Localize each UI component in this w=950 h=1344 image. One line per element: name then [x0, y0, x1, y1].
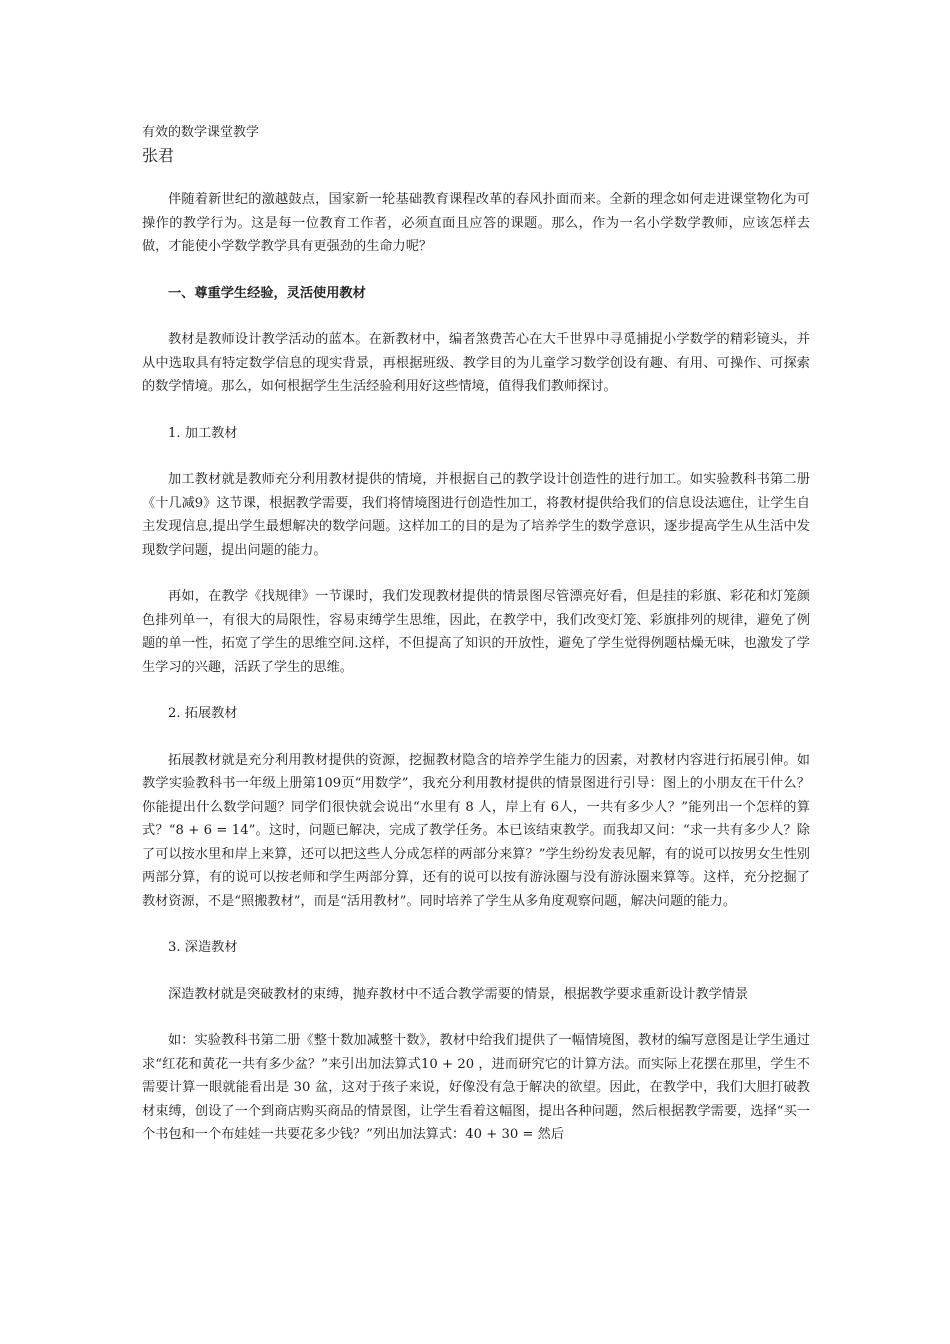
document-page — [142, 122, 810, 1147]
subsection-heading-2: 2. 拓展教材 — [168, 706, 238, 721]
spacer — [142, 259, 810, 282]
intro-paragraph: 伴随着新世纪的激越鼓点，国家新一轮基础教育课程改革的春风扑面而来。全新的理念如何走进课堂物化为可操作的教学行为。这是每一位教育工作者，必须直面且应答的课题。那么，作为一名小学数学教师，应该怎样去做，才能使小学数学教学具有更强劲的生命力呢？ — [142, 192, 810, 254]
document-author: 张君 — [142, 146, 175, 165]
section-heading: 一、尊重学生经验，灵活使用教材 — [168, 285, 366, 301]
spacer — [142, 726, 810, 749]
subsection-heading-1: 1. 加工教材 — [168, 425, 238, 441]
subsection-3-paragraph-2: 如：实验教科书第二册《整十数加减整十数》，教材中给我们提供了一幅情境图，教材的编写意图是让学生通过求“红花和黄花一共有多少盆？”来引出加法算式10 + 20 ，进而研究它的计算方法。而实际上花摆在那里，学生不需要计算一眼就能看出是 30 盆，这对于孩子来说，好像没有急于解决的欲望。因此，在教学中，我们大胆打破教材束缚，创设了一个到商店购买商品的情景图，让学生看着这幅图，提出各种问题，然后根据教学需要，选择“买一个书包和一个布娃娃一共要花多少钱？”列出加法算式：40 + 30 = 然后 — [142, 1033, 810, 1142]
section-intro-paragraph: 教材是教师设计教学活动的蓝本。在新教材中，编者煞费苦心在大千世界中寻觅捕捉小学数学的精彩镜头，并从中选取具有特定数学信息的现实背景，再根据班级、教学目的为儿童学习数学创设有趣、有用、可操作、可探索的数学情境。那么，如何根据学生生活经验利用好这些情境，值得我们教师探讨。 — [142, 332, 810, 394]
subsection-heading-3: 3. 深造教材 — [168, 940, 238, 955]
spacer — [142, 168, 810, 188]
spacer — [142, 1006, 810, 1029]
spacer — [142, 305, 810, 328]
spacer — [142, 399, 810, 422]
spacer — [142, 445, 810, 468]
subsection-3-paragraph-1: 深造教材就是突破教材的束缚，抛弃教材中不适合教学需要的情景，根据教学要求重新设计教学情景 — [168, 986, 749, 1002]
subsection-1-paragraph-2: 再如，在教学《找规律》一节课时，我们发现教材提供的情景图尽管漂亮好看，但是挂的彩旗、彩花和灯笼颜色排列单一，有很大的局限性，容易束缚学生思维，因此，在教学中，我们改变灯笼、彩旗排列的规律，避免了例题的单一性，拓宽了学生的思维空间.这样，不但提高了知识的开放性，避免了学生觉得例题枯燥无味，也激发了学生学习的兴趣，活跃了学生的思维。 — [142, 589, 810, 675]
subsection-1-paragraph-1: 加工教材就是教师充分利用教材提供的情境，并根据自己的教学设计创造性的进行加工。如实验教科书第二册《十几减9》这节课，根据教学需要，我们将情境图进行创造性加工，将教材提供给我们的信息设法遮住，让学生自主发现信息,提出学生最想解决的数学问题。这样加工的目的是为了培养学生的数学意识，逐步提高学生从生活中发现数学问题，提出问题的能力。 — [142, 472, 810, 558]
document-title: 有效的数学课堂教学 — [142, 125, 260, 140]
spacer — [142, 562, 810, 585]
spacer — [142, 913, 810, 936]
spacer — [142, 960, 810, 983]
spacer — [142, 679, 810, 702]
subsection-2-paragraph-1: 拓展教材就是充分利用教材提供的资源，挖掘教材隐含的培养学生能力的因素，对教材内容进行拓展引伸。如教学实验教科书一年级上册第109页“用数学”，我充分利用教材提供的情景图进行引导：图上的小朋友在干什么？你能提出什么数学问题？同学们很快就会说出“水里有 8 人，岸上有 6人，一共有多少人？”能列出一个怎样的算式？“8 + 6 = 14”。这时，问题已解决，完成了教学任务。本已该结束教学。而我却又问：“求一共有多少人？除了可以按水里和岸上来算，还可以把这些人分成怎样的两部分来算？”学生纷纷发表见解，有的说可以按男女生性别两部分算，有的说可以按老师和学生两部分算，还有的说可以按有游泳圈与没有游泳圈来算等。这样，充分挖掘了教材资源，不是“照搬教材”，而是“活用教材”。同时培养了学生从多角度观察问题，解决问题的能力。 — [142, 752, 810, 909]
